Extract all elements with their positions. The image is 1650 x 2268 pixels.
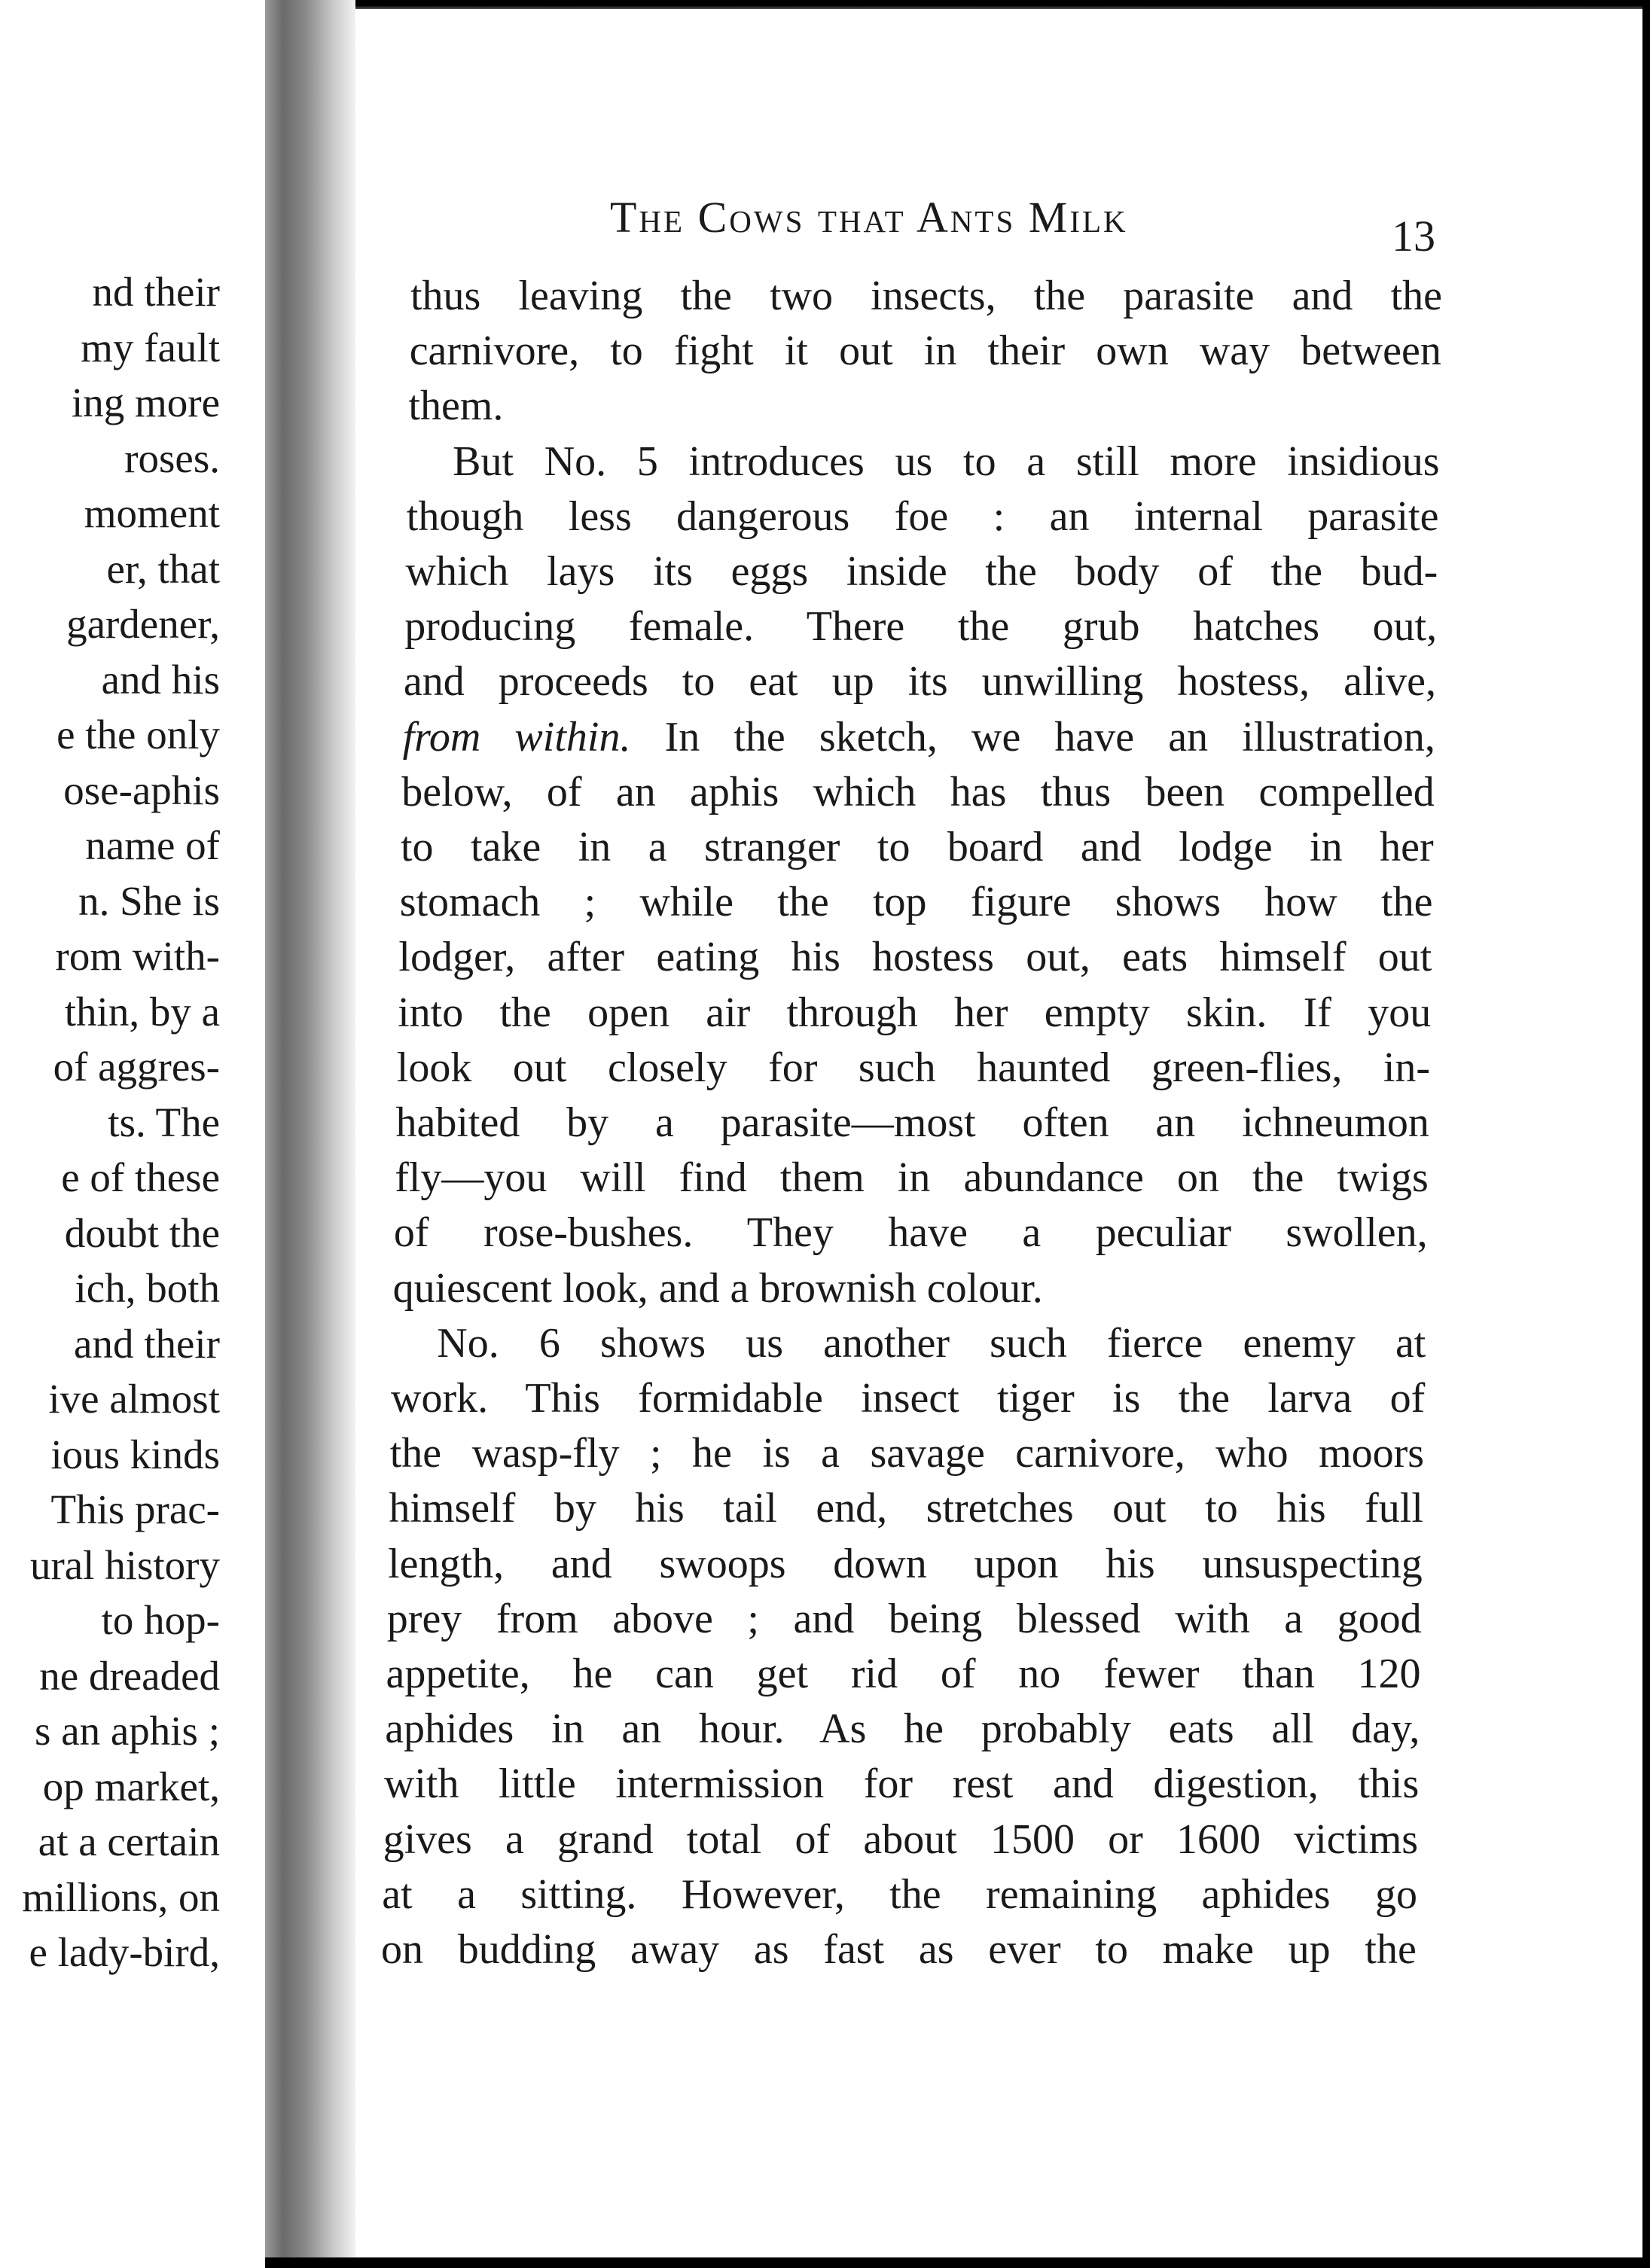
text-segment: on budding away as fast as ever to make up the (381, 1926, 1417, 1973)
body-line (391, 1375, 1426, 1422)
body-line (398, 934, 1432, 981)
left-page-line: nd their (92, 269, 220, 315)
left-page (0, 0, 265, 2268)
left-page-line: moment (84, 490, 220, 536)
italic-text: from within. (402, 713, 631, 761)
text-segment: But No. 5 introduces us to a still more insidious (453, 437, 1440, 485)
left-page-line: ts. The (108, 1099, 220, 1145)
scan-edge-right (1642, 0, 1650, 2268)
text-segment: producing female. There the grub hatches out, (404, 603, 1438, 651)
left-page-line: and their (74, 1320, 220, 1367)
body-line (403, 658, 1437, 706)
text-segment: into the open air through her empty skin. If you (398, 989, 1432, 1036)
text-segment: In the sketch, we have an illustration, (630, 713, 1435, 761)
text-segment: lodger, after eating his hostess out, eats himself out (398, 934, 1432, 981)
left-page-line: to hop- (101, 1597, 220, 1643)
text-segment: fly—you will find them in abundance on the twigs (395, 1154, 1429, 1202)
running-head: The Cows that Ants Milk (610, 193, 1128, 242)
body-line (399, 879, 1433, 926)
left-page-line: ose-aphis (63, 767, 220, 813)
left-page-line: e the only (56, 712, 220, 758)
text-segment: them. (408, 383, 504, 430)
text-segment: habited by a parasite—most often an ichneumon (395, 1099, 1429, 1146)
body-line (383, 1815, 1419, 1863)
left-page-line: ne dreaded (39, 1652, 220, 1699)
left-page-line: gardener, (66, 601, 220, 647)
scan-edge-top (355, 0, 1650, 9)
text-segment: of rose-bushes. They have a peculiar swollen, (393, 1209, 1428, 1257)
body-line (386, 1595, 1422, 1642)
body-line (389, 1485, 1423, 1532)
left-page-line: of aggres- (53, 1044, 220, 1090)
left-page-line: roses. (124, 434, 220, 481)
text-segment: with little intermission for rest and digestion, this (383, 1760, 1420, 1808)
text-segment: appetite, he can get rid of no fewer than 120 (386, 1651, 1421, 1697)
body-line (395, 1154, 1429, 1202)
body-line (395, 1099, 1429, 1146)
left-page-line: ious kinds (50, 1431, 220, 1477)
left-page-line: rom with- (55, 933, 220, 979)
body-line (453, 437, 1440, 485)
body-line (385, 1706, 1420, 1753)
left-page-line: at a certain (38, 1818, 220, 1864)
left-page-line: name of (85, 822, 220, 868)
text-segment: thus leaving the two insects, the parasite and the (410, 273, 1442, 319)
body-line (410, 275, 1442, 317)
text-segment: length, and swoops down upon his unsuspecting (388, 1540, 1423, 1587)
text-segment: No. 6 shows us another such fierce enemy at (437, 1319, 1426, 1367)
left-page-line: ive almost (48, 1376, 220, 1422)
body-line (396, 1044, 1431, 1091)
text-segment: aphides in an hour. As he probably eats all day, (385, 1706, 1420, 1753)
text-segment: and proceeds to eat up its unwilling hostess, alive, (403, 658, 1437, 706)
left-page-line: n. She is (78, 877, 220, 924)
body-line (381, 1928, 1417, 1971)
body-line (383, 1760, 1420, 1808)
text-segment: stomach ; while the top figure shows how the (399, 879, 1433, 926)
text-segment: which lays its eggs inside the body of the bud- (405, 548, 1438, 595)
book-gutter (265, 0, 355, 2268)
body-line (393, 1209, 1428, 1257)
body-line (402, 713, 1435, 761)
text-segment: at a sitting. However, the remaining aphides go (382, 1870, 1417, 1918)
text-segment: himself by his tail end, stretches out to his full (389, 1485, 1423, 1532)
text-segment: the wasp-fly ; he is a savage carnivore, who moors (389, 1430, 1425, 1477)
body-line (406, 550, 1438, 593)
text-segment: below, of an aphis which has thus been compelled (401, 768, 1435, 815)
body-line (398, 989, 1432, 1036)
left-page-line: er, that (106, 545, 220, 592)
body-line (409, 328, 1441, 375)
text-segment: look out closely for such haunted green-flies, in- (396, 1044, 1431, 1091)
body-line (401, 826, 1434, 868)
scan-edge-bottom (265, 2257, 1650, 2268)
left-page-line: my fault (81, 324, 220, 370)
page-number: 13 (1392, 212, 1435, 261)
body-line (386, 1653, 1421, 1695)
left-page-line: thin, by a (64, 988, 220, 1035)
left-page-line: This prac- (50, 1486, 220, 1532)
text-segment: work. This formidable insect tiger is the larva of (391, 1375, 1426, 1422)
left-page-line: op market, (42, 1763, 220, 1809)
text-segment: gives a grand total of about 1500 or 1600 victims (383, 1815, 1419, 1863)
text-segment: quiescent look, and a brownish colour. (392, 1264, 1043, 1312)
text-segment: carnivore, to fight it out in their own way between (409, 328, 1441, 375)
body-line (382, 1870, 1417, 1918)
body-line (392, 1264, 1043, 1312)
left-page-line: and his (101, 656, 220, 703)
left-page-line: millions, on (22, 1873, 220, 1920)
body-line (408, 383, 504, 430)
body-line (404, 603, 1438, 651)
left-page-line: ich, both (75, 1265, 220, 1311)
left-page-line: doubt the (64, 1209, 220, 1256)
body-line (389, 1430, 1425, 1477)
text-segment: though less dangerous foe : an internal parasite (406, 492, 1439, 540)
body-line (437, 1319, 1426, 1367)
text-segment: to take in a stranger to board and lodge in her (401, 824, 1434, 870)
body-line (388, 1540, 1423, 1587)
left-page-line: ing more (71, 380, 220, 425)
left-page-line: ural history (29, 1541, 220, 1588)
text-segment: prey from above ; and being blessed with a good (386, 1595, 1422, 1642)
body-line (406, 492, 1439, 540)
body-line (401, 768, 1435, 815)
left-page-line: e lady-bird, (29, 1929, 220, 1975)
left-page-line: s an aphis ; (35, 1708, 220, 1754)
left-page-line: e of these (61, 1154, 220, 1200)
